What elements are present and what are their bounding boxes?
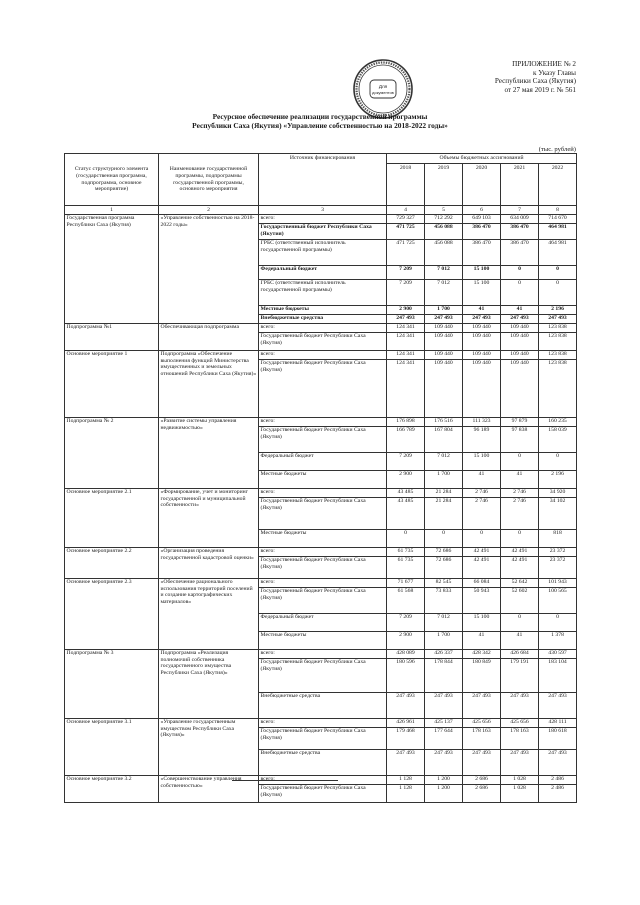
- value-cell: 180 849: [463, 658, 501, 692]
- table-index-row: [65, 206, 577, 215]
- value-cell: 7 209: [387, 265, 425, 279]
- status-cell: Подпрограмма № 2: [65, 417, 159, 488]
- value-cell: 72 686: [425, 556, 463, 578]
- value-cell: 0: [501, 613, 539, 631]
- value-cell: 247 493: [501, 749, 539, 775]
- value-cell: 7 012: [425, 452, 463, 470]
- status-cell: Основное мероприятие 2.1: [65, 488, 159, 547]
- value-cell: 109 440: [463, 359, 501, 417]
- value-cell: 456 088: [425, 239, 463, 265]
- source-cell: Внебюджетные средства: [259, 314, 387, 323]
- source-cell: всего:: [259, 488, 387, 497]
- value-cell: 247 493: [387, 692, 425, 718]
- source-cell: всего:: [259, 417, 387, 426]
- value-cell: 178 163: [463, 727, 501, 749]
- value-cell: 428 111: [539, 718, 577, 727]
- header-status: Статус структурного элемента (государственная программа, подпрограмма, основное мероприятие): [65, 154, 159, 206]
- value-cell: 2 746: [501, 497, 539, 529]
- appendix-line: Республики Саха (Якутия): [494, 77, 576, 86]
- value-cell: 247 493: [463, 749, 501, 775]
- value-cell: 52 602: [501, 587, 539, 613]
- name-cell: «Обеспечение рационального использования территорий поселений и создание картографических материалов»: [159, 578, 259, 649]
- source-cell: Государственный бюджет Республики Саха (Якутия): [259, 784, 387, 802]
- value-cell: 0: [539, 279, 577, 305]
- value-cell: 109 440: [463, 350, 501, 359]
- svg-text:документов: документов: [372, 90, 394, 95]
- name-cell: «Управление государственным имуществом Республики Саха (Якутия)»: [159, 718, 259, 775]
- table-row: [65, 547, 577, 556]
- value-cell: 179 191: [501, 658, 539, 692]
- value-cell: 0: [501, 452, 539, 470]
- value-cell: 2 900: [387, 305, 425, 314]
- value-cell: 1 128: [387, 775, 425, 784]
- name-cell: Подпрограмма «Реализация полномочий собственника государственного имущества Республики Саха (Якутия)»: [159, 649, 259, 718]
- value-cell: 42 491: [501, 547, 539, 556]
- name-cell: «Формирование, учет и мониторинг государственной и муниципальной собственности»: [159, 488, 259, 547]
- value-cell: 123 838: [539, 323, 577, 332]
- source-cell: всего:: [259, 214, 387, 223]
- index-cell: 4: [387, 206, 425, 215]
- value-cell: 426 684: [501, 649, 539, 658]
- table-header-row: [65, 154, 577, 164]
- appendix-header: [416, 60, 576, 94]
- value-cell: 2 686: [463, 775, 501, 784]
- name-cell: Обеспечивающая подпрограмма: [159, 323, 259, 350]
- unit-label: (тыс. рублей): [538, 146, 576, 153]
- value-cell: 7 012: [425, 613, 463, 631]
- bottom-rule: [232, 780, 338, 781]
- value-cell: 42 491: [463, 556, 501, 578]
- value-cell: 109 440: [463, 332, 501, 350]
- value-cell: 109 440: [501, 359, 539, 417]
- table-row: [65, 214, 577, 223]
- value-cell: 1 200: [425, 775, 463, 784]
- value-cell: 180 618: [539, 727, 577, 749]
- value-cell: 82 545: [425, 578, 463, 587]
- value-cell: 34 102: [539, 497, 577, 529]
- source-cell: Федеральный бюджет: [259, 265, 387, 279]
- header-year: 2020: [463, 164, 501, 206]
- value-cell: 818: [539, 529, 577, 547]
- value-cell: 456 088: [425, 223, 463, 239]
- value-cell: 109 440: [425, 350, 463, 359]
- source-cell: всего:: [259, 718, 387, 727]
- value-cell: 247 493: [425, 749, 463, 775]
- value-cell: 109 440: [425, 332, 463, 350]
- document-title: [80, 112, 560, 130]
- value-cell: 183 104: [539, 658, 577, 692]
- value-cell: 7 012: [425, 279, 463, 305]
- value-cell: 247 493: [539, 692, 577, 718]
- value-cell: 166 789: [387, 426, 425, 452]
- appendix-line: ПРИЛОЖЕНИЕ № 2: [512, 60, 576, 68]
- value-cell: 428 342: [463, 649, 501, 658]
- source-cell: Государственный бюджет Республики Саха (Якутия): [259, 658, 387, 692]
- value-cell: 160 235: [539, 417, 577, 426]
- status-cell: Основное мероприятие 2.3: [65, 578, 159, 649]
- value-cell: 101 943: [539, 578, 577, 587]
- value-cell: 111 323: [463, 417, 501, 426]
- value-cell: 386 470: [501, 239, 539, 265]
- value-cell: 7 012: [425, 265, 463, 279]
- value-cell: 97 838: [501, 426, 539, 452]
- index-cell: 3: [259, 206, 387, 215]
- value-cell: 23 372: [539, 556, 577, 578]
- value-cell: 61 735: [387, 556, 425, 578]
- value-cell: 1 200: [425, 784, 463, 802]
- official-seal-stamp: [352, 58, 414, 120]
- header-year: 2021: [501, 164, 539, 206]
- value-cell: 124 341: [387, 359, 425, 417]
- name-cell: «Организация проведения государственной кадастровой оценки»: [159, 547, 259, 578]
- value-cell: 1 028: [501, 784, 539, 802]
- source-cell: Государственный бюджет Республики Саха (Якутия): [259, 556, 387, 578]
- value-cell: 428 089: [387, 649, 425, 658]
- svg-text:Для: Для: [378, 84, 388, 89]
- value-cell: 61 735: [387, 547, 425, 556]
- value-cell: 247 493: [539, 314, 577, 323]
- index-cell: 8: [539, 206, 577, 215]
- value-cell: 72 686: [425, 547, 463, 556]
- value-cell: 386 470: [501, 223, 539, 239]
- value-cell: 109 440: [463, 323, 501, 332]
- value-cell: 66 084: [463, 578, 501, 587]
- source-cell: всего:: [259, 547, 387, 556]
- value-cell: 7 209: [387, 452, 425, 470]
- value-cell: 123 838: [539, 359, 577, 417]
- value-cell: 52 642: [501, 578, 539, 587]
- value-cell: 109 440: [425, 323, 463, 332]
- status-cell: Основное мероприятие 1: [65, 350, 159, 417]
- header-year: 2019: [425, 164, 463, 206]
- status-cell: Основное мероприятие 3.2: [65, 775, 159, 802]
- table-row: [65, 649, 577, 658]
- appendix-line: к Указу Главы: [532, 68, 576, 77]
- value-cell: 2 746: [463, 488, 501, 497]
- value-cell: 247 493: [387, 749, 425, 775]
- value-cell: 0: [501, 265, 539, 279]
- source-cell: всего:: [259, 323, 387, 332]
- value-cell: 0: [463, 529, 501, 547]
- value-cell: 2 746: [501, 488, 539, 497]
- value-cell: 43 485: [387, 497, 425, 529]
- source-cell: Государственный бюджет Республики Саха (Якутия): [259, 727, 387, 749]
- value-cell: 1 700: [425, 305, 463, 314]
- value-cell: 124 341: [387, 350, 425, 359]
- value-cell: 425 656: [501, 718, 539, 727]
- value-cell: 464 981: [539, 239, 577, 265]
- source-cell: Местные бюджеты: [259, 470, 387, 488]
- source-cell: Государственный бюджет Республики Саха (Якутия): [259, 332, 387, 350]
- value-cell: 178 844: [425, 658, 463, 692]
- value-cell: 21 284: [425, 488, 463, 497]
- value-cell: 109 440: [501, 323, 539, 332]
- value-cell: 167 804: [425, 426, 463, 452]
- value-cell: 176 898: [387, 417, 425, 426]
- value-cell: 71 677: [387, 578, 425, 587]
- value-cell: 15 100: [463, 265, 501, 279]
- value-cell: 2 196: [539, 470, 577, 488]
- value-cell: 0: [387, 529, 425, 547]
- index-cell: 6: [463, 206, 501, 215]
- value-cell: 41: [501, 631, 539, 649]
- value-cell: 158 039: [539, 426, 577, 452]
- status-cell: Государственная программа Республики Саха (Якутия): [65, 214, 159, 323]
- value-cell: 42 491: [501, 556, 539, 578]
- value-cell: 178 163: [501, 727, 539, 749]
- value-cell: 2 900: [387, 631, 425, 649]
- value-cell: 464 981: [539, 223, 577, 239]
- value-cell: 100 565: [539, 587, 577, 613]
- value-cell: 41: [501, 305, 539, 314]
- value-cell: 247 493: [539, 749, 577, 775]
- value-cell: 247 493: [463, 692, 501, 718]
- value-cell: 247 493: [501, 692, 539, 718]
- value-cell: 23 372: [539, 547, 577, 556]
- table-row: [65, 718, 577, 727]
- name-cell: «Совершенствование управления собственностью»: [159, 775, 259, 802]
- value-cell: 43 485: [387, 488, 425, 497]
- value-cell: 179 468: [387, 727, 425, 749]
- value-cell: 1 700: [425, 631, 463, 649]
- index-cell: 5: [425, 206, 463, 215]
- value-cell: 0: [501, 279, 539, 305]
- table-row: [65, 417, 577, 426]
- status-cell: Подпрограмма № 3: [65, 649, 159, 718]
- value-cell: 177 644: [425, 727, 463, 749]
- value-cell: 0: [501, 529, 539, 547]
- title-line: Республики Саха (Якутия) «Управление собственностью на 2018-2022 годы»: [192, 121, 448, 130]
- value-cell: 430 597: [539, 649, 577, 658]
- value-cell: 34 920: [539, 488, 577, 497]
- value-cell: 2 196: [539, 305, 577, 314]
- value-cell: 123 838: [539, 350, 577, 359]
- name-cell: Подпрограмма «Обеспечение выполнения функций Министерства имущественных и земельных отношений Республики Саха (Якутия)»: [159, 350, 259, 417]
- value-cell: 247 493: [501, 314, 539, 323]
- value-cell: 2 486: [539, 784, 577, 802]
- value-cell: 471 725: [387, 239, 425, 265]
- title-line: Ресурсное обеспечение реализации государственной программы: [212, 112, 428, 121]
- value-cell: 50 943: [463, 587, 501, 613]
- value-cell: 41: [463, 305, 501, 314]
- name-cell: «Управление собственностью на 2018-2022 годы»: [159, 214, 259, 323]
- source-cell: Федеральный бюджет: [259, 613, 387, 631]
- value-cell: 386 470: [463, 223, 501, 239]
- source-cell: Внебюджетные средства: [259, 749, 387, 775]
- value-cell: 97 879: [501, 417, 539, 426]
- value-cell: 41: [501, 470, 539, 488]
- value-cell: 109 440: [501, 332, 539, 350]
- status-cell: Основное мероприятие 3.1: [65, 718, 159, 775]
- value-cell: 712 292: [425, 214, 463, 223]
- value-cell: 124 341: [387, 332, 425, 350]
- header-volumes: Объемы бюджетных ассигнований: [387, 154, 577, 164]
- source-cell: всего:: [259, 649, 387, 658]
- source-cell: Государственный бюджет Республики Саха (Якутия): [259, 223, 387, 239]
- table-row: [65, 488, 577, 497]
- value-cell: 21 284: [425, 497, 463, 529]
- value-cell: 425 137: [425, 718, 463, 727]
- value-cell: 7 209: [387, 279, 425, 305]
- value-cell: 729 327: [387, 214, 425, 223]
- value-cell: 426 961: [387, 718, 425, 727]
- value-cell: 109 440: [425, 359, 463, 417]
- header-source: Источник финансирования: [259, 154, 387, 206]
- source-cell: ГРБС (ответственный исполнитель государственной программы): [259, 239, 387, 265]
- value-cell: 73 833: [425, 587, 463, 613]
- value-cell: 123 838: [539, 332, 577, 350]
- value-cell: 2 486: [539, 775, 577, 784]
- value-cell: 425 656: [463, 718, 501, 727]
- value-cell: 247 493: [425, 692, 463, 718]
- value-cell: 247 493: [463, 314, 501, 323]
- value-cell: 2 746: [463, 497, 501, 529]
- value-cell: 15 100: [463, 279, 501, 305]
- value-cell: 180 596: [387, 658, 425, 692]
- value-cell: 61 568: [387, 587, 425, 613]
- appendix-line: от 27 мая 2019 г. № 561: [504, 85, 576, 94]
- table-row: [65, 350, 577, 359]
- value-cell: 634 009: [501, 214, 539, 223]
- source-cell: Федеральный бюджет: [259, 452, 387, 470]
- value-cell: 2 686: [463, 784, 501, 802]
- name-cell: «Развитие системы управления недвижимостью»: [159, 417, 259, 488]
- value-cell: 109 440: [501, 350, 539, 359]
- value-cell: 471 725: [387, 223, 425, 239]
- source-cell: ГРБС (ответственный исполнитель государственной программы): [259, 279, 387, 305]
- value-cell: 15 100: [463, 452, 501, 470]
- value-cell: 42 491: [463, 547, 501, 556]
- value-cell: 1 128: [387, 784, 425, 802]
- value-cell: 41: [463, 631, 501, 649]
- value-cell: 176 516: [425, 417, 463, 426]
- index-cell: 7: [501, 206, 539, 215]
- value-cell: 15 100: [463, 613, 501, 631]
- source-cell: Местные бюджеты: [259, 529, 387, 547]
- table-row: [65, 323, 577, 332]
- value-cell: 649 103: [463, 214, 501, 223]
- value-cell: 247 493: [387, 314, 425, 323]
- value-cell: 1 378: [539, 631, 577, 649]
- value-cell: 426 337: [425, 649, 463, 658]
- source-cell: Государственный бюджет Республики Саха (Якутия): [259, 426, 387, 452]
- source-cell: Местные бюджеты: [259, 305, 387, 314]
- value-cell: 1 028: [501, 775, 539, 784]
- table-row: [65, 578, 577, 587]
- source-cell: всего:: [259, 578, 387, 587]
- value-cell: 41: [463, 470, 501, 488]
- status-cell: Основное мероприятие 2.2: [65, 547, 159, 578]
- value-cell: 0: [425, 529, 463, 547]
- value-cell: 96 189: [463, 426, 501, 452]
- value-cell: 1 700: [425, 470, 463, 488]
- source-cell: Государственный бюджет Республики Саха (Якутия): [259, 497, 387, 529]
- value-cell: 2 900: [387, 470, 425, 488]
- header-year: 2022: [539, 164, 577, 206]
- source-cell: всего:: [259, 775, 387, 784]
- value-cell: 714 670: [539, 214, 577, 223]
- value-cell: 247 493: [425, 314, 463, 323]
- value-cell: 0: [539, 265, 577, 279]
- index-cell: 1: [65, 206, 159, 215]
- value-cell: 7 209: [387, 613, 425, 631]
- value-cell: 0: [539, 452, 577, 470]
- source-cell: Местные бюджеты: [259, 631, 387, 649]
- source-cell: Государственный бюджет Республики Саха (Якутия): [259, 587, 387, 613]
- header-year: 2018: [387, 164, 425, 206]
- status-cell: Подпрограмма №1: [65, 323, 159, 350]
- source-cell: Государственный бюджет Республики Саха (Якутия): [259, 359, 387, 417]
- value-cell: 124 341: [387, 323, 425, 332]
- source-cell: всего:: [259, 350, 387, 359]
- header-name: Наименование государственной программы, подпрограммы государственной программы, основного мероприятия: [159, 154, 259, 206]
- source-cell: Внебюджетные средства: [259, 692, 387, 718]
- value-cell: 386 470: [463, 239, 501, 265]
- resource-table: [64, 153, 577, 803]
- value-cell: 0: [539, 613, 577, 631]
- index-cell: 2: [159, 206, 259, 215]
